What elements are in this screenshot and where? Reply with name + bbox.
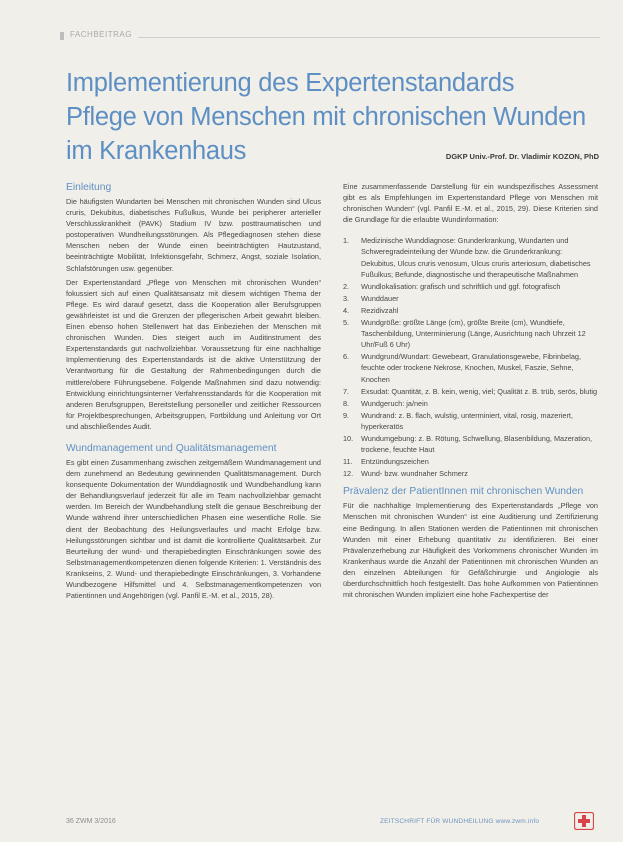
list-text: Wundgrund/Wundart: Gewebeart, Granulationsgewebe, Fibrinbelag, feuchte oder trockene Nekrose, Knochen, Muskel, Faszie, Sehne, Knochen [361,352,581,384]
list-item [343,468,598,479]
list-number: 10. [343,433,354,443]
left-column [66,181,321,604]
list-item [343,386,598,397]
paragraph: Eine zusammenfassende Darstellung für ein wundspezifisches Assessment gibt es als Empfehlungen im Expertenstandard Pflege von Menschen mit chronischen Wunden“ (vgl. Panfil E.-M. et al., 2015, 29). Diese Kriterien sind die Grundlage für die erlaubte Wundinformation: [343,182,598,225]
list-item [343,317,598,350]
section-heading-prevalence: Prävalenz der PatientInnen mit chronischen Wunden [343,486,584,498]
list-text: Exsudat: Quantität, z. B. kein, wenig, viel; Qualität z. B. trüb, serös, blutig [361,386,598,396]
list-number: 2. [343,281,350,291]
list-text: Wundrand: z. B. flach, wulstig, unterminiert, vital, rosig, mazeriert, hyperkeratös [361,410,573,431]
list-item [343,398,598,409]
first-aid-cross-icon [574,812,594,830]
list-text: Wundgröße: größte Länge (cm), größte Breite (cm), Wundtiefe, Taschenbildung, Unterminierung (Länge, Ausrichtung nach Uhrzeit 12 Uhr/Fuß 6 Uhr) [361,318,586,350]
list-text: Medizinische Wunddiagnose: Grunderkrankung, Wundarten und Schweregradeinteilung der Wunde bzw. die Grunderkrankung: Dekubitus, Ulcus cruris venosum, Ulcus cruris arteriosum, diabetisches Fußulkus; Befunde, diagnostische und therapeutische Maßnahmen [361,236,591,279]
list-number: 3. [343,293,350,303]
list-text: Wund- bzw. wundnaher Schmerz [361,469,468,479]
list-text: Rezidivzahl [361,305,399,315]
list-item [343,351,598,384]
list-number: 5. [343,318,350,328]
list-text: Wundgeruch: ja/nein [361,398,428,408]
assessment-criteria-list [343,235,598,479]
list-number: 1. [343,236,350,246]
list-number: 9. [343,410,350,420]
list-number: 8. [343,398,350,408]
list-text: Wunddauer [361,293,399,303]
journal-footer: ZEITSCHRIFT FÜR WUNDHEILUNG www.zwm.info [380,818,540,825]
list-item [343,293,598,304]
section-heading-quality: Wundmanagement und Qualitätsmanagement [66,442,277,454]
list-item [343,305,598,316]
list-item [343,410,598,432]
paragraph: Es gibt einen Zusammenhang zwischen zeitgemäßem Wundmanagement und dem zunehmend an Bedeutung gewinnenden Qualitätsmanagement. Durch konsequente Dokumentation der Wunddiagnostik und Wundbehandlung kann der Behandlungsverlauf jederzeit für alle im Team nachvollziehbar gemacht werden. Im Bereich der Wundbehandlung stellt die genaue Beschreibung der Wunde während ihrer unterschiedlichen Phasen eine wesentliche Rolle. Sie dient der Beobachtung des Heilungsverlaufes und macht Erfolge bzw. Heilungsstörungen sichtbar und ist damit die kontrollierte Qualitätsarbeit. Zur Beurteilung der wund- und therapiebedingten Einschränkungen sowie des Selbstmanagementkompetenzen dienen folgende Kriterien: 1. Verständnis des Krankseins, 2. Wund- und therapiebedingte Einschränkungen, 3. Vorhandene Wundbezogene Hilfsmittel und 4. Selbstmanagementkompetenzen von Patientinnen und Angehörigen (vgl. Panfil E.-M. et al., 2015, 28). [66,457,321,601]
list-number: 4. [343,305,350,315]
article-title: Implementierung des Expertenstandards Pflege von Menschen mit chronischen Wunden im Krankenhaus [66,69,586,165]
list-number: 12. [343,469,354,479]
list-text: Wundlokalisation: grafisch und schriftlich und ggf. fotografisch [361,281,561,291]
list-item [343,281,598,292]
author-line: DGKP Univ.-Prof. Dr. Vladimir KOZON, PhD [445,152,599,161]
list-number: 11. [343,457,353,467]
paragraph: Der Expertenstandard „Pflege von Menschen mit chronischen Wunden“ fokussiert sich auf einen Qualitätsansatz mit diesem wichtigen Thema der Pflege. Es wird darauf gesetzt, dass die Kooperation aller Berufsgruppen gewährleistet ist und die Grenzen der pflegerischen Arbeit gewahrt bleiben. Einen ebenso hohen Stellenwert hat das Einbeziehen der Menschen mit chronischen Wunden. Dies steigert auch im Auditinstrument des Expertenstandards gut nachvollziehbar. Voraussetzung für eine nachhaltige Implementierung des Expertenstandards ist die aktive Unterstützung der Verantwortung für die Gestaltung der Rahmenbedingungen durch die mittlere/obere Führungsebene. Folgende Maßnahmen sind dazu notwendig: Entwicklung einrichtungsinterner Verfahrensstandards für die Kooperation mit anderen Berufsgruppen, Bereitstellung personeller und zeitlicher Ressourcen für Projektbesprechungen, Arbeitsgruppen, Fortbildung und Anleitung vor Ort und abschließendes Audit. [66,277,321,431]
section-tag: FACHBEITRAG [66,30,138,39]
list-number: 6. [343,352,350,362]
list-item [343,433,598,455]
page-number: 36 ZWM 3/2016 [66,818,116,825]
header-rule [66,37,600,38]
list-item [343,235,598,279]
list-number: 7. [343,386,350,396]
paragraph: Für die nachhaltige Implementierung des Expertenstandards „Pflege von Menschen mit chronischen Wunden“ ist eine Auditierung und Zertifizierung eine Bedingung. In allen Stationen werden die Patientinnen mit chronischen Wunden mit einer Erhebung quantitativ zu identifizieren. Bei einer Prävalenzerhebung zur Häufigkeit des Vorkommens chronischer Wunden im Krankenhaus wurde die Anzahl der Patientinnen mit chronischen Wunden an den einzelnen Abteilungen für Gefäßchirurgie und Angiologie als überdurchschnittlich hoch festgestellt. Das hohe Aufkommen von Patientinnen mit chronischen Wunden impliziert eine hohe Fachexpertise der [343,501,598,600]
right-column [343,181,598,603]
section-heading-intro: Einleitung [66,182,112,193]
list-item [343,456,598,467]
list-text: Wundumgebung: z. B. Rötung, Schwellung, Blasenbildung, Mazeration, trockene, feuchte Haut [361,433,593,455]
list-text: Entzündungszeichen [361,457,429,467]
paragraph: Die häufigsten Wundarten bei Menschen mit chronischen Wunden sind Ulcus cruris, Dekubitus, diabetisches Fußulkus, Wunde bei peripherer arterieller Verschlusskrankheit (PAVK) Stadium IV bzw. posttraumatischen und postoperativen Wundheilungsstörungen. Als Pflegediagnosen stehen diese Menschen neben der Wunde einen beeinträchtigten Hautzustand, beeinträchtigte Mobilität, Infektionsgefahr, Schmerz, Angst, soziale Isolation, Schlafstörungen usw. gegenüber. [66,197,321,273]
